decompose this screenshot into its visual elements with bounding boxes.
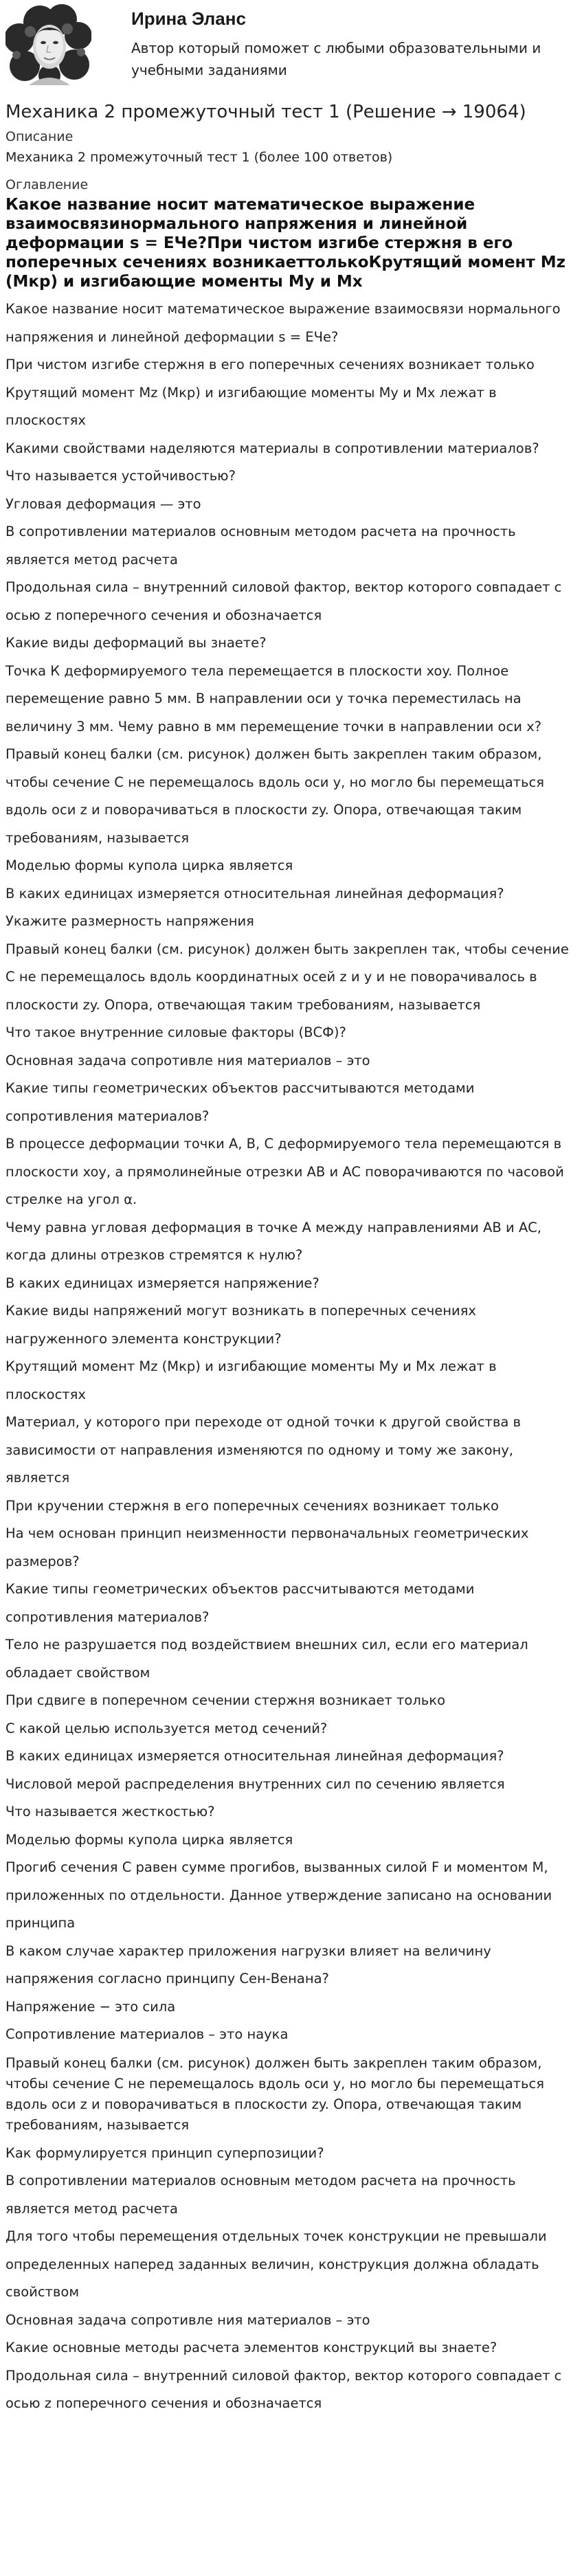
question-item: С какой целью используется метод сечений? — [5, 1720, 328, 1736]
toc-label: Оглавление — [5, 177, 89, 192]
question-item: Как формулируется принцип суперпозиции? — [5, 2144, 324, 2161]
toc-heading: Какое название носит математическое выражение взаимосвязинормального напряжения и линейной деформации s = EЧe?При чистом изгибе стержня в его поперечных сечениях возникаеттолькоКрутящий момент Мz (Мкр) и изгибающие моменты Мy и Мx — [5, 196, 566, 291]
question-item: Какие типы геометрических объектов рассчитываются методами сопротивления материалов? — [5, 1080, 475, 1124]
question-item: Укажите размерность напряжения — [5, 913, 254, 929]
question-item: Моделью формы купола цирка является — [5, 1831, 293, 1848]
question-item: В сопротивлении материалов основным методом расчета на прочность является метод расчета — [5, 524, 516, 568]
question-item: Какими свойствами наделяются материалы в сопротивлении материалов? — [5, 440, 539, 456]
question-item: Крутящий момент Мz (Мкр) и изгибающие моменты Мy и Мx лежат в плоскостях — [5, 1358, 497, 1402]
question-item: При кручении стержня в его поперечных сечениях возникает только — [5, 1497, 499, 1514]
question-item: Сопротивление материалов – это наука — [5, 2026, 289, 2042]
question-list — [5, 295, 577, 2418]
question-item: Правый конец балки (см. рисунок) должен быть закреплен таким образом, чтобы сечение С не перемещалось вдоль оси y, но могло бы перемещаться вдоль оси z и поворачиваться в плоскости zy. Опора, отвечающая таким требованиям, называется — [5, 2054, 544, 2133]
author-description: Автор который поможет с любыми образовательными и учебными заданиями — [131, 40, 541, 78]
question-item: Числовой мерой распределения внутренних сил по сечению является — [5, 1776, 505, 1792]
question-item: Чему равна угловая деформация в точке А между направлениями АВ и АС, когда длины отрезков стремятся к нулю? — [5, 1219, 541, 1263]
question-item: В каких единицах измеряется напряжение? — [5, 1275, 320, 1291]
question-item: В каких единицах измеряется относительная линейная деформация? — [5, 885, 504, 901]
question-item: На чем основан принцип неизменности первоначальных геометрических размеров? — [5, 1525, 529, 1569]
question-item: Продольная сила – внутренний силовой фактор, вектор которого совпадает с осью z поперечного сечения и обозначается — [5, 579, 562, 623]
question-item: Правый конец балки (см. рисунок) должен быть закреплен так, чтобы сечение С не перемещалось вдоль координатных осей z и y и не поворачивалось в плоскости zy. Опора, отвечающая таким требованиям, называется — [5, 941, 569, 1013]
question-item: Материал, у которого при переходе от одной точки к другой свойства в зависимости от направления изменяются по одному и тому же закону, является — [5, 1414, 522, 1486]
author-avatar[interactable] — [5, 4, 91, 85]
author-name[interactable]: Ирина Эланс — [131, 8, 246, 29]
page-title: Механика 2 промежуточный тест 1 (Решение → 19064) — [5, 102, 526, 122]
question-item: Какие основные методы расчета элементов конструкций вы знаете? — [5, 2340, 497, 2355]
question-item: В сопротивлении материалов основным методом расчета на прочность является метод расчета — [5, 2173, 516, 2217]
question-item: Угловая деформация — это — [5, 495, 201, 512]
question-item: Что называется жесткостью? — [5, 1804, 215, 1819]
question-item: Моделью формы купола цирка является — [5, 858, 293, 873]
question-item: В каком случае характер приложения нагрузки влияет на величину напряжения согласно принципу Сен-Венана? — [5, 1942, 491, 1986]
question-item: В процессе деформации точки A, B, C деформируемого тела перемещаются в плоскости xoy, а прямолинейные отрезки AB и AC поворачиваются по часовой стрелке на угол α. — [5, 1136, 564, 1207]
question-item: Что называется устойчивостью? — [5, 468, 236, 484]
question-item: Какие виды деформаций вы знаете? — [5, 635, 267, 651]
question-item: Основная задача сопротивле ния материалов – это — [5, 1052, 370, 1068]
question-item: Точка К деформируемого тела перемещается в плоскости xoy. Полное перемещение равно 5 мм. В направлении оси y точка переместилась на величину 3 мм. Чему равно в мм перемещение точки в направлении оси x? — [5, 662, 541, 735]
question-item: Основная задача сопротивле ния материалов – это — [5, 2311, 370, 2328]
question-item: Что такое внутренние силовые факторы (ВСФ)? — [5, 1024, 346, 1040]
question-item: Прогиб сечения С равен сумме прогибов, вызванных силой F и моментом М, приложенных по отдельности. Данное утверждение записано на основании принципа — [5, 1859, 552, 1931]
question-item: Правый конец балки (см. рисунок) должен быть закреплен таким образом, чтобы сечение С не перемещалось вдоль оси y, но могло бы перемещаться вдоль оси z и поворачиваться в плоскости zy. Опора, отвечающая таким требованиям, называется — [5, 746, 544, 846]
question-item: Продольная сила – внутренний силовой фактор, вектор которого совпадает с осью z поперечного сечения и обозначается — [5, 2367, 562, 2411]
question-item: В каких единицах измеряется относительная линейная деформация? — [5, 1748, 504, 1764]
question-item: Для того чтобы перемещения отдельных точек конструкции не превышали определенных наперед заданных величин, конструкция должна обладать свойством — [5, 2228, 547, 2300]
question-item: Какое название носит математическое выражение взаимосвязи нормального напряжения и линейной деформации s = EЧe? — [5, 301, 561, 345]
author-card — [5, 0, 577, 91]
question-item: Какие виды напряжений могут возникать в поперечных сечениях нагруженного элемента конструкции? — [5, 1303, 476, 1347]
description-text: Механика 2 промежуточный тест 1 (более 100 ответов) — [5, 150, 393, 165]
question-item: Тело не разрушается под воздействием внешних сил, если его материал обладает свойством — [5, 1637, 528, 1681]
question-item: При чистом изгибе стержня в его поперечных сечениях возникает только — [5, 357, 535, 372]
question-item: Напряжение − это сила — [5, 1998, 176, 2015]
question-item: Какие типы геометрических объектов рассчитываются методами сопротивления материалов? — [5, 1581, 475, 1625]
question-item: Крутящий момент Мz (Мкр) и изгибающие моменты Мy и Мx лежат в плоскостях — [5, 384, 497, 428]
question-item: При сдвиге в поперечном сечении стержня возникает только — [5, 1692, 446, 1708]
description-label: Описание — [5, 129, 74, 144]
